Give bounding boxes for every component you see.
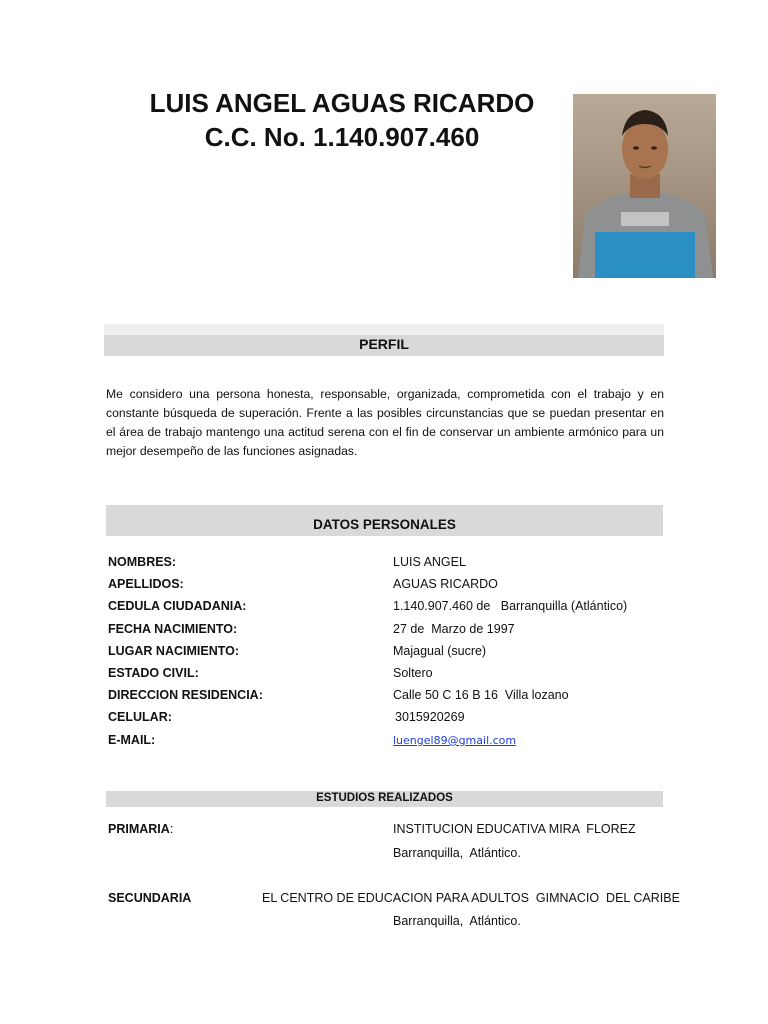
datos-value: Calle 50 C 16 B 16 Villa lozano (393, 688, 569, 702)
datos-value: 3015920269 (395, 710, 465, 724)
datos-value: Soltero (393, 666, 433, 680)
estudios-title: ESTUDIOS REALIZADOS (316, 792, 453, 804)
datos-label: APELLIDOS: (108, 577, 184, 591)
datos-row-estado-civil (108, 666, 668, 688)
id-number: C.C. No. 1.140.907.460 (204, 122, 480, 152)
datos-label: LUGAR NACIMIENTO: (108, 644, 240, 658)
full-name: LUIS ANGEL AGUAS RICARDO (149, 88, 535, 118)
datos-value: Majagual (sucre) (393, 644, 487, 658)
datos-row-fecha-nacimiento (108, 622, 668, 644)
datos-row-apellidos (108, 577, 668, 599)
datos-row-nombres (108, 555, 668, 577)
primaria-institution: INSTITUCION EDUCATIVA MIRA FLOREZ (393, 822, 636, 836)
datos-value: 1.140.907.460 de Barranquilla (Atlántico) (393, 599, 628, 613)
person-photo-icon (573, 94, 716, 278)
secundaria-label: SECUNDARIA (108, 891, 192, 905)
perfil-band-top (104, 324, 664, 335)
datos-row-lugar-nacimiento (108, 644, 668, 666)
datos-value: AGUAS RICARDO (393, 577, 498, 591)
datos-section-header (106, 505, 663, 536)
datos-row-cedula (108, 599, 668, 621)
primaria-city: Barranquilla, Atlántico. (393, 846, 521, 860)
datos-value: 27 de Marzo de 1997 (393, 622, 515, 636)
datos-label: ESTADO CIVIL: (108, 666, 199, 680)
perfil-title: PERFIL (359, 336, 409, 352)
datos-label: NOMBRES: (108, 555, 177, 569)
datos-label: CEDULA CIUDADANIA: (108, 599, 247, 613)
perfil-section-header (104, 335, 664, 356)
datos-label: E-MAIL: (108, 733, 156, 747)
datos-label: DIRECCION RESIDENCIA: (108, 688, 263, 702)
datos-label: CELULAR: (108, 710, 172, 724)
datos-row-email (108, 733, 668, 755)
perfil-text: Me considero una persona honesta, responsable, organizada, comprometida con el trabajo y en constante búsqueda de superación. Frente a las posibles circunstancias que se puedan presentar en el área de trabajo mantengo una actitud serena con el fin de conservar un ambiente armónico para un mejor desempeño de las funciones asignadas. (106, 387, 664, 458)
primaria-label: PRIMARIA (108, 822, 170, 836)
email-link[interactable]: luengel89@gmail.com (393, 734, 517, 747)
primaria-label-group (108, 822, 173, 836)
datos-row-direccion (108, 688, 668, 710)
datos-title: DATOS PERSONALES (313, 517, 456, 532)
datos-label: FECHA NACIMIENTO: (108, 622, 238, 636)
secundaria-city: Barranquilla, Atlántico. (393, 914, 521, 928)
estudios-section-header (106, 791, 663, 807)
resume-header (100, 86, 584, 154)
profile-photo (573, 94, 716, 278)
primaria-colon: : (169, 822, 174, 836)
secundaria-institution: EL CENTRO DE EDUCACION PARA ADULTOS GIMNACIO DEL CARIBE (262, 891, 680, 905)
datos-row-celular (108, 710, 668, 732)
datos-value: LUIS ANGEL (393, 555, 466, 569)
